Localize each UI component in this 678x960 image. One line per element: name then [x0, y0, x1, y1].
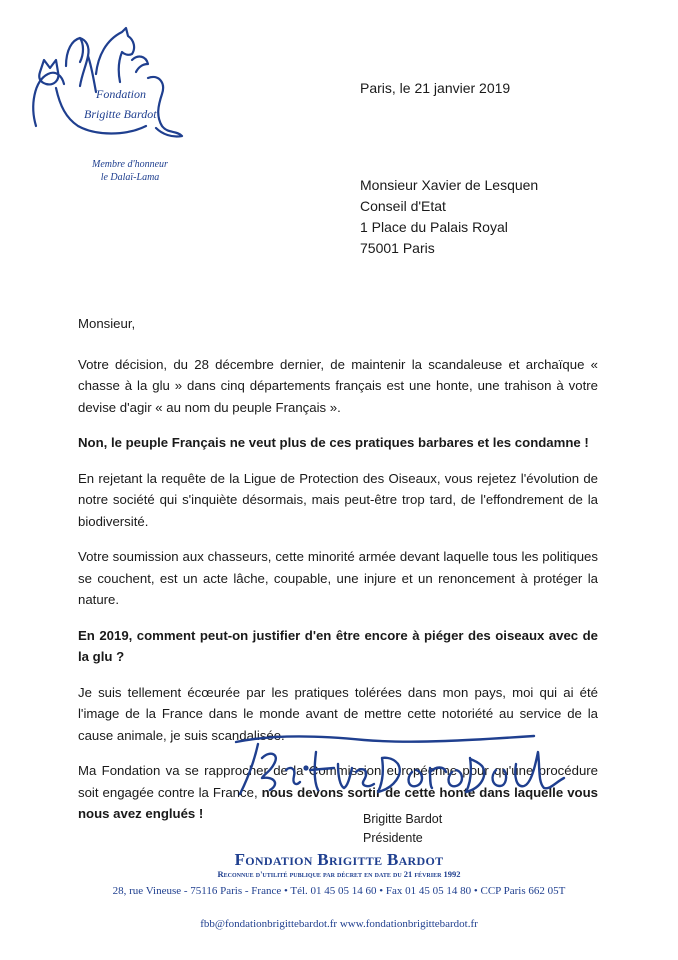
- honour-note: [70, 158, 190, 184]
- dateline: Paris, le 21 janvier 2019: [360, 80, 511, 96]
- footer-recognition: Reconnue d'utilité publique par décret en date du 21 février 1992: [217, 869, 461, 879]
- paragraph-6: Je suis tellement écœurée par les pratiques tolérées dans mon pays, moi qui ai été l'image de la France dans le monde avant de mettre cette notoriété au service de la cause animale, je suis scandalisée.: [78, 684, 598, 743]
- paragraph-2: [78, 432, 598, 454]
- paragraph-1: Votre décision, du 28 décembre dernier, de maintenir la scandaleuse et archaïque « chasse à la glu » dans cinq départements français est une honte, une trahison à votre devise d'agir « au nom du peuple Français ».: [78, 356, 598, 415]
- paragraph-5: [78, 625, 598, 668]
- signature-icon: [234, 728, 579, 808]
- handwritten-signature: [234, 728, 579, 808]
- recipient-city: 75001 Paris: [360, 240, 435, 256]
- footer-address: 28, rue Vineuse - 75116 Paris - France • Tél. 01 45 05 14 60 • Fax 01 45 05 14 80 • CCP Paris 662 05T: [112, 885, 566, 897]
- recipient-address: [360, 175, 538, 259]
- footer-org-name: Fondation Brigitte Bardot: [234, 850, 444, 869]
- signatory-title: Présidente: [363, 831, 423, 845]
- animals-logo-icon: [26, 26, 196, 146]
- recipient-institution: Conseil d'Etat: [360, 198, 446, 214]
- recipient-name: Monsieur Xavier de Lesquen: [360, 177, 539, 193]
- logo-text-line1: Fondation: [96, 87, 146, 101]
- greeting: Monsieur,: [78, 316, 136, 331]
- paragraph-5-bold: En 2019, comment peut-on justifier d'en être encore à piéger des oiseaux avec de la glu ?: [78, 627, 598, 664]
- honour-line-1: Membre d'honneur: [92, 159, 168, 170]
- footer-contact: fbb@fondationbrigittebardot.fr www.fondationbrigittebardot.fr: [200, 918, 478, 930]
- paragraph-7-text: Ma Fondation va se rapprocher de la Commission européenne pour qu'une procédure soit engagée contre la France,: [78, 763, 598, 800]
- logo-text-line2: Brigitte Bardot: [84, 107, 157, 121]
- honour-line-2: le Dalaï-Lama: [100, 172, 160, 183]
- signatory-name: Brigitte Bardot: [363, 812, 443, 826]
- paragraph-3: En rejetant la requête de la Ligue de Protection des Oiseaux, vous rejetez l'évolution de notre société qui s'inquiète désormais, mais peut-être trop tard, de l'effondrement de la biodiversité.: [78, 470, 598, 529]
- foundation-logo: [26, 26, 196, 146]
- paragraph-2-bold: Non, le peuple Français ne veut plus de ces pratiques barbares et les condamne !: [78, 435, 589, 450]
- recipient-street: 1 Place du Palais Royal: [360, 219, 508, 235]
- paragraph-4: Votre soumission aux chasseurs, cette minorité armée devant laquelle tous les politiques se couchent, est un acte lâche, coupable, une injure et un renoncement à protéger la nature.: [78, 549, 598, 607]
- signatory: [363, 810, 442, 848]
- paragraph-7-bold: nous devons sortir de cette honte dans laquelle vous nous avez englués !: [78, 784, 598, 821]
